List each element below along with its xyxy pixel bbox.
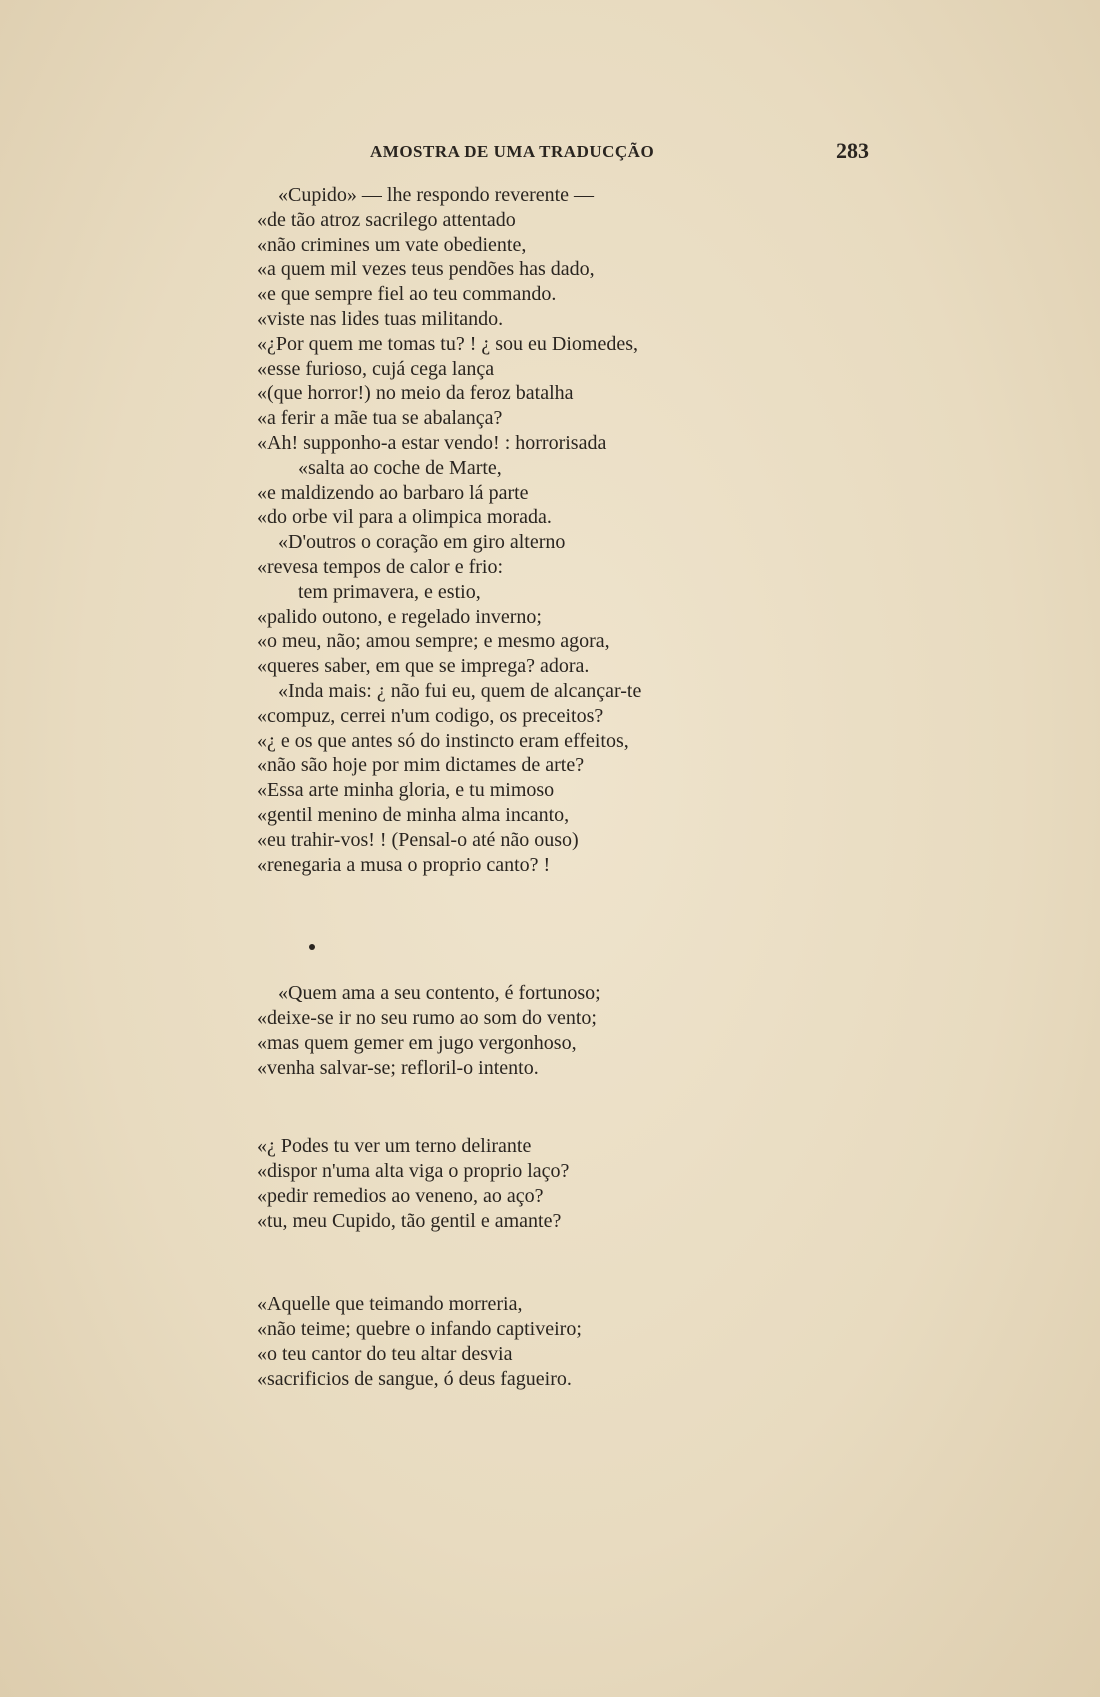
- verse-line: «¿ e os que antes só do instincto eram effeitos,: [257, 729, 629, 752]
- verse-line: «D'outros o coração em giro alterno: [278, 531, 566, 554]
- verse-line: «de tão atroz sacrilego attentado: [257, 208, 516, 231]
- verse-line: «Cupido» — lhe respondo reverente —: [278, 184, 595, 206]
- verse-line: «revesa tempos de calor e frio:: [257, 556, 504, 578]
- verse-line: «¿ Podes tu ver um terno delirante: [257, 1135, 532, 1157]
- verse-line: «e que sempre fiel ao teu commando.: [257, 283, 557, 306]
- verse-line: «venha salvar-se; refloril-o intento.: [257, 1057, 539, 1079]
- verse-line: «Essa arte minha gloria, e tu mimoso: [257, 779, 555, 802]
- verse-line: tem primavera, e estio,: [298, 580, 481, 603]
- section-ornament: [309, 944, 315, 950]
- verse-line: «dispor n'uma alta viga o proprio laço?: [257, 1160, 570, 1182]
- verse-line: «gentil menino de minha alma incanto,: [257, 804, 570, 826]
- verse-line: «não crimines um vate obediente,: [257, 233, 527, 256]
- verse-line: «deixe-se ir no seu rumo ao som do vento;: [257, 1007, 597, 1029]
- verse-line: «Ah! supponho-a estar vendo! : horrorisada: [257, 432, 607, 454]
- verse-line: «não são hoje por mim dictames de arte?: [257, 754, 585, 777]
- verse-line: «não teime; quebre o infando captiveiro;: [257, 1318, 582, 1340]
- verse-line: «Inda mais: ¿ não fui eu, quem de alcançar-te: [278, 680, 642, 702]
- verse-line: «o meu, não; amou sempre; e mesmo agora,: [257, 630, 610, 653]
- verse-line: «e maldizendo ao barbaro lá parte: [257, 481, 529, 504]
- verse-line: «(que horror!) no meio da feroz batalha: [257, 382, 574, 405]
- running-title: AMOSTRA DE UMA TRADUCÇÃO: [370, 142, 655, 161]
- verse-line: «Quem ama a seu contento, é fortunoso;: [278, 982, 601, 1004]
- verse-line: «eu trahir-vos! ! (Pensal-o até não ouso): [257, 828, 579, 851]
- verse-line: «¿Por quem me tomas tu? ! ¿ sou eu Diomedes,: [257, 332, 639, 355]
- verse-line: «Aquelle que teimando morreria,: [257, 1293, 523, 1315]
- verse-line: «viste nas lides tuas militando.: [257, 308, 504, 330]
- verse-line: «palido outono, e regelado inverno;: [257, 605, 542, 628]
- verse-line: «queres saber, em que se imprega? adora.: [257, 655, 590, 678]
- verse-line: «compuz, cerrei n'um codigo, os preceitos?: [257, 704, 604, 727]
- page-number: 283: [836, 138, 869, 163]
- verse-line: «renegaria a musa o proprio canto? !: [257, 853, 551, 876]
- verse-line: «esse furioso, cujá cega lança: [257, 357, 495, 380]
- page-header: [0, 140, 1100, 170]
- verse-line: «tu, meu Cupido, tão gentil e amante?: [257, 1210, 562, 1232]
- verse-line: «sacrificios de sangue, ó deus fagueiro.: [257, 1368, 572, 1390]
- verse-line: «o teu cantor do teu altar desvia: [257, 1343, 513, 1365]
- verse-line: «pedir remedios ao veneno, ao aço?: [257, 1185, 544, 1207]
- verse-line: «a quem mil vezes teus pendões has dado,: [257, 258, 595, 281]
- verse-line: «a ferir a mãe tua se abalança?: [257, 407, 503, 430]
- verse-line: «salta ao coche de Marte,: [298, 456, 502, 479]
- verse-line: «mas quem gemer em jugo vergonhoso,: [257, 1032, 577, 1054]
- verse-line: «do orbe vil para a olimpica morada.: [257, 506, 552, 529]
